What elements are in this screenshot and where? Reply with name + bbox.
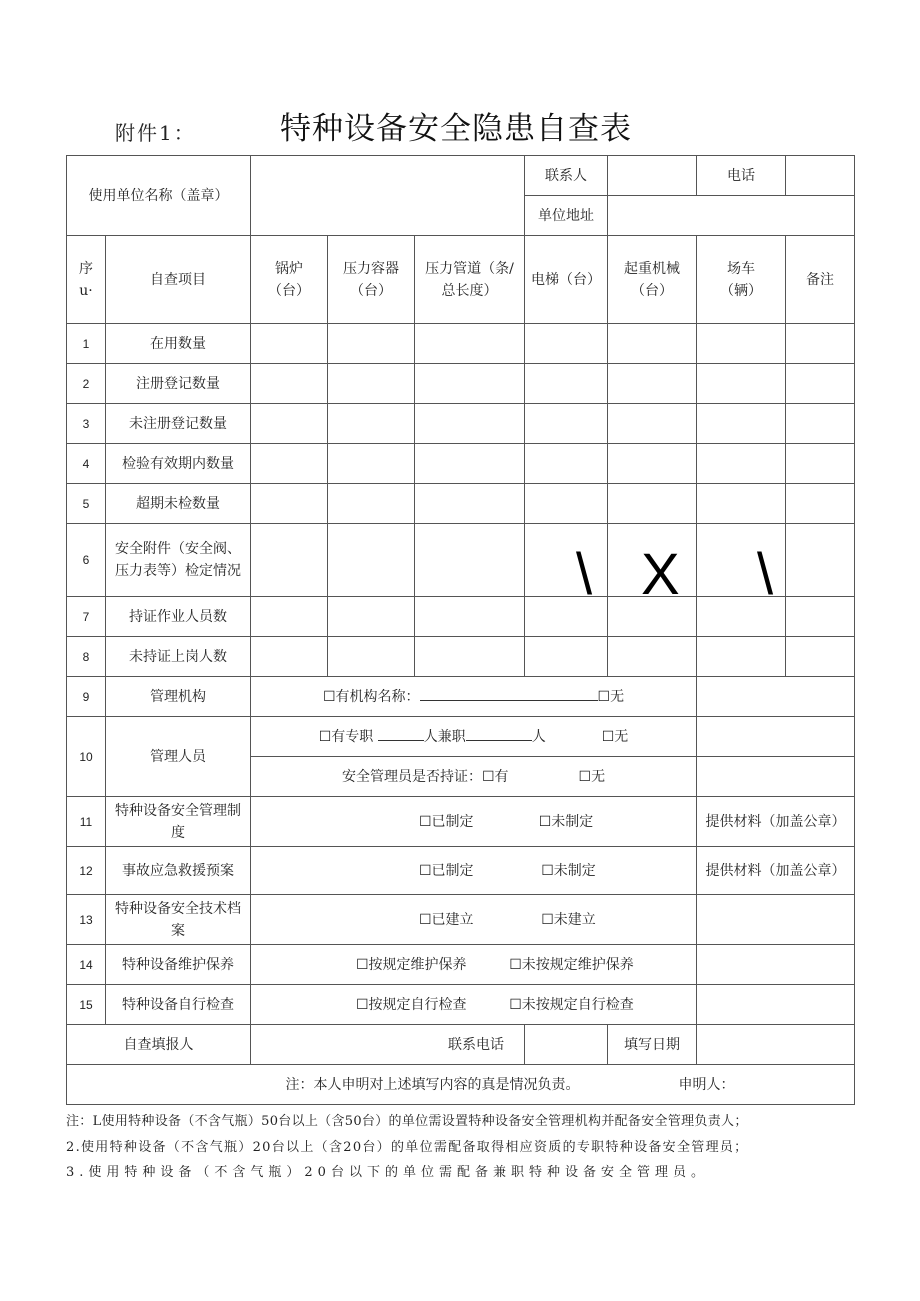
data-cell[interactable] (251, 324, 328, 364)
col-item: 自查项目 (106, 236, 251, 324)
check-options[interactable]: ☐按规定维护保养 ☐未按规定维护保养 (251, 945, 697, 985)
row-item: 管理机构 (106, 677, 251, 717)
remark-cell[interactable] (697, 677, 855, 717)
page-title: 特种设备安全隐患自查表 (280, 111, 632, 147)
data-cell[interactable] (328, 404, 415, 444)
row-number: 11 (67, 797, 106, 847)
data-cell[interactable] (608, 637, 697, 677)
data-cell[interactable] (525, 444, 608, 484)
data-cell[interactable] (525, 597, 608, 637)
row-item: 在用数量 (106, 324, 251, 364)
data-cell[interactable] (525, 404, 608, 444)
row-item: 特种设备自行检查 (106, 985, 251, 1025)
col-boiler: 锅炉 （台） (251, 236, 328, 324)
table-row (67, 945, 855, 985)
fill-date-field[interactable] (697, 1025, 855, 1065)
declaration-row (67, 1065, 855, 1105)
data-cell[interactable] (786, 404, 855, 444)
col-seq: 序 u· (67, 236, 106, 324)
data-cell[interactable] (525, 524, 608, 597)
row-number: 10 (67, 717, 106, 797)
data-cell[interactable] (415, 524, 525, 597)
data-cell[interactable] (415, 484, 525, 524)
table-row (67, 847, 855, 895)
col-pressure-pipe: 压力管道（条/ 总长度） (415, 236, 525, 324)
unit-name-label: 使用单位名称（盖章） (67, 156, 251, 236)
contact-field[interactable] (608, 156, 697, 196)
row-number: 14 (67, 945, 106, 985)
data-cell[interactable] (697, 364, 786, 404)
data-cell[interactable] (697, 404, 786, 444)
cert-options[interactable]: 安全管理员是否持证：☐有 ☐无 (251, 757, 697, 797)
row-item: 未注册登记数量 (106, 404, 251, 444)
remark-cell[interactable] (697, 895, 855, 945)
row-number: 4 (67, 444, 106, 484)
data-cell[interactable] (415, 444, 525, 484)
cross-mark: X (641, 542, 680, 607)
row-number: 5 (67, 484, 106, 524)
data-cell[interactable] (786, 597, 855, 637)
contact-label: 联系人 (525, 156, 608, 196)
col-crane: 起重机械 （台） (608, 236, 697, 324)
data-cell[interactable] (328, 444, 415, 484)
data-cell[interactable] (786, 637, 855, 677)
data-cell[interactable] (251, 597, 328, 637)
row-item: 未持证上岗人数 (106, 637, 251, 677)
check-options[interactable]: ☐已建立 ☐未建立 (251, 895, 697, 945)
row-number: 15 (67, 985, 106, 1025)
data-cell[interactable] (415, 364, 525, 404)
data-cell[interactable] (328, 484, 415, 524)
reporter-phone-field[interactable] (525, 1025, 608, 1065)
table-row (67, 717, 855, 757)
data-cell[interactable] (328, 324, 415, 364)
table-row (67, 324, 855, 364)
data-cell[interactable] (525, 637, 608, 677)
note-1: 注：L使用特种设备（不含气瓶）50台以上（含50台）的单位需设置特种设备安全管理机构并配备安全管理负责人； (66, 1114, 748, 1129)
row-number: 12 (67, 847, 106, 895)
data-cell[interactable] (608, 324, 697, 364)
row-number: 9 (67, 677, 106, 717)
row-item: 注册登记数量 (106, 364, 251, 404)
signoff-row (67, 1025, 855, 1065)
check-options[interactable]: ☐按规定自行检查 ☐未按规定自行检查 (251, 985, 697, 1025)
data-cell[interactable] (251, 404, 328, 444)
backslash-mark: \ (576, 542, 593, 607)
data-cell[interactable] (415, 637, 525, 677)
backslash-mark: \ (757, 542, 774, 607)
data-cell[interactable] (328, 364, 415, 404)
data-cell[interactable] (697, 324, 786, 364)
table-row (67, 677, 855, 717)
data-cell[interactable] (328, 524, 415, 597)
remark-cell[interactable] (697, 717, 855, 757)
data-cell[interactable] (608, 484, 697, 524)
row-number: 1 (67, 324, 106, 364)
table-row (67, 364, 855, 404)
declaration: 注：本人申明对上述填写内容的真是情况负责。 申明人： (67, 1065, 855, 1105)
row-number: 8 (67, 637, 106, 677)
data-cell[interactable] (786, 484, 855, 524)
data-cell[interactable] (328, 597, 415, 637)
data-cell[interactable] (251, 364, 328, 404)
row-number: 3 (67, 404, 106, 444)
data-cell[interactable] (525, 364, 608, 404)
check-options[interactable]: ☐已制定 ☐未制定 (251, 797, 697, 847)
contact-phone-label: 联系电话 (251, 1025, 525, 1065)
data-cell[interactable] (251, 444, 328, 484)
address-field[interactable] (608, 196, 855, 236)
col-pressure-vessel: 压力容器 （台） (328, 236, 415, 324)
row-item: 特种设备安全管理制 度 (106, 797, 251, 847)
remark-cell[interactable] (697, 985, 855, 1025)
data-cell[interactable] (786, 364, 855, 404)
data-cell[interactable] (697, 484, 786, 524)
unit-name-field[interactable] (251, 156, 525, 236)
table-row (67, 637, 855, 677)
table-row (67, 484, 855, 524)
remark-cell: 提供材料（加盖公章） (697, 847, 855, 895)
data-cell[interactable] (608, 404, 697, 444)
data-cell[interactable] (251, 484, 328, 524)
note-3: 3.使用特种设备（不含气瓶）20台以下的单位需配备兼职特种设备安全管理员。 (66, 1165, 709, 1180)
data-cell[interactable] (786, 444, 855, 484)
note-2: 2.使用特种设备（不含气瓶）20台以上（含20台）的单位需配备取得相应资质的专职特种设备安全管理员； (66, 1140, 749, 1155)
column-header-row (67, 236, 855, 324)
data-cell[interactable] (415, 324, 525, 364)
self-check-table (66, 155, 855, 1105)
table-row (67, 985, 855, 1025)
org-options[interactable]: ☐有机构名称： ☐无 (251, 677, 697, 717)
table-row (67, 444, 855, 484)
phone-label: 电话 (697, 156, 786, 196)
data-cell[interactable] (786, 324, 855, 364)
fill-date-label: 填写日期 (608, 1025, 697, 1065)
address-label: 单位地址 (525, 196, 608, 236)
staff-options[interactable]: ☐有专职 人兼职 人 ☐无 (251, 717, 697, 757)
row-item: 特种设备安全技术档 案 (106, 895, 251, 945)
table-row (67, 797, 855, 847)
table-row (67, 597, 855, 637)
remark-cell[interactable] (697, 757, 855, 797)
data-cell[interactable] (415, 597, 525, 637)
row-number: 2 (67, 364, 106, 404)
remark-cell: 提供材料（加盖公章） (697, 797, 855, 847)
row-item: 持证作业人员数 (106, 597, 251, 637)
table-row (67, 524, 855, 597)
col-remark: 备注 (786, 236, 855, 324)
table-row (67, 404, 855, 444)
row-number: 6 (67, 524, 106, 597)
remark-cell[interactable] (697, 945, 855, 985)
row-item: 管理人员 (106, 717, 251, 797)
data-cell[interactable] (251, 637, 328, 677)
col-elevator: 电梯（台） (525, 236, 608, 324)
row-item: 安全附件（安全阀、 压力表等）检定情况 (106, 524, 251, 597)
check-options[interactable]: ☐已制定 ☐未制定 (251, 847, 697, 895)
data-cell[interactable] (608, 364, 697, 404)
col-vehicle: 场车 （辆） (697, 236, 786, 324)
reporter-label: 自查填报人 (67, 1025, 251, 1065)
row-item: 超期未检数量 (106, 484, 251, 524)
data-cell[interactable] (328, 637, 415, 677)
row-item: 检验有效期内数量 (106, 444, 251, 484)
data-cell[interactable] (697, 637, 786, 677)
phone-field[interactable] (786, 156, 855, 196)
row-item: 特种设备维护保养 (106, 945, 251, 985)
row-number: 13 (67, 895, 106, 945)
data-cell[interactable] (608, 444, 697, 484)
row-item: 事故应急救援预案 (106, 847, 251, 895)
data-cell[interactable] (251, 524, 328, 597)
data-cell[interactable] (525, 484, 608, 524)
attachment-label: 附件1： (115, 121, 196, 145)
table-row (67, 895, 855, 945)
data-cell[interactable] (415, 404, 525, 444)
row-number: 7 (67, 597, 106, 637)
data-cell[interactable] (525, 324, 608, 364)
data-cell[interactable] (786, 524, 855, 597)
data-cell[interactable] (697, 444, 786, 484)
